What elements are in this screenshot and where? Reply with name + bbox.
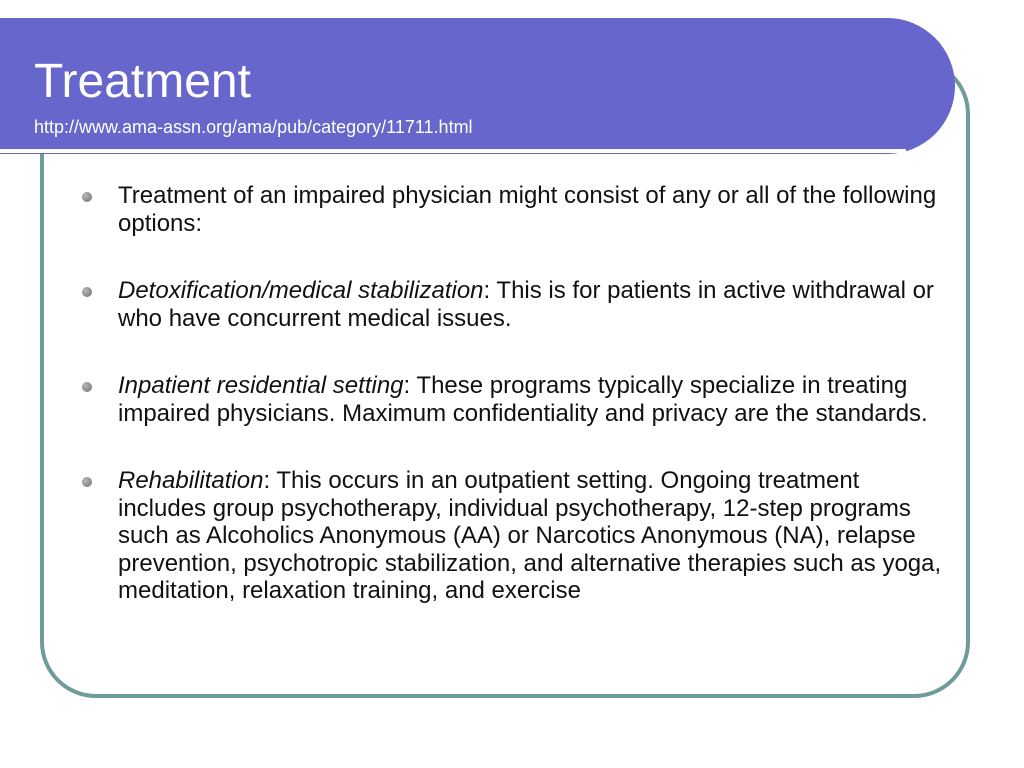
bullet-dot-icon bbox=[82, 382, 92, 392]
bullet-item bbox=[80, 182, 952, 237]
bullet-dot-icon bbox=[82, 192, 92, 202]
bullet-item bbox=[80, 467, 952, 605]
bullet-dot-icon bbox=[82, 287, 92, 297]
bullet-term: Rehabilitation bbox=[118, 467, 264, 494]
bullet-text: : This occurs in an outpatient setting. Ongoing treatment includes group psychotherapy, individual psychotherapy, 12-step programs such as Alcoholics Anonymous (AA) or Narcotics Anonymous (NA), relapse prevention, psychotropic stabilization, and alternative therapies such as yoga, meditation, relaxation training, and exercise bbox=[118, 467, 942, 604]
bullet-item bbox=[80, 277, 952, 332]
bullet-term: Detoxification/medical stabilization bbox=[118, 277, 484, 304]
source-url: http://www.ama-assn.org/ama/pub/category/11711.html bbox=[34, 117, 473, 137]
bullet-list bbox=[80, 182, 952, 605]
bullet-text: Treatment of an impaired physician might consist of any or all of the following options: bbox=[118, 182, 937, 237]
slide-title: Treatment bbox=[34, 55, 251, 108]
title-underline bbox=[0, 149, 906, 153]
bullet-term: Inpatient residential setting bbox=[118, 372, 404, 399]
bullet-dot-icon bbox=[82, 477, 92, 487]
title-banner bbox=[0, 18, 955, 154]
bullet-text: : This is for patients in active withdrawal or who have concurrent medical issues. bbox=[118, 277, 934, 332]
bullet-text: : These programs typically specialize in treating impaired physicians. Maximum confidentiality and privacy are the standards. bbox=[118, 372, 928, 427]
bullet-item bbox=[80, 372, 952, 427]
